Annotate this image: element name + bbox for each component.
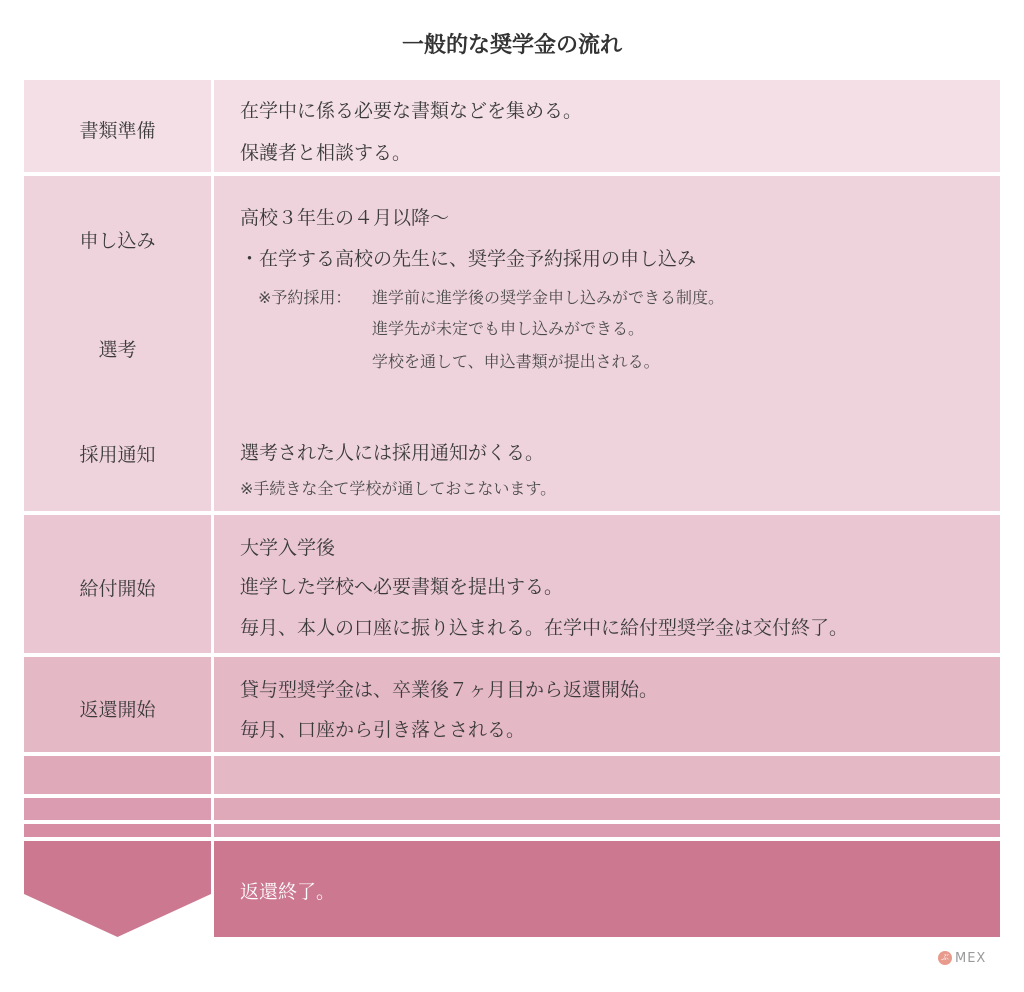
step-repayment-label-cell [24, 657, 211, 752]
end-line: 返還終了。 [240, 881, 336, 903]
application-bullet: ・在学する高校の先生に、奨学金予約採用の申し込み [240, 248, 697, 270]
application-timing: 高校３年生の４月以降〜 [240, 207, 450, 229]
step-documents-label: 書類準備 [79, 120, 156, 142]
page-title: 一般的な奨学金の流れ [401, 33, 622, 58]
notification-note: ※手続きな全て学校が通しておこないます。 [240, 479, 557, 498]
reservation-note-line: 進学前に進学後の奨学金申し込みができる制度。 [372, 288, 725, 307]
spacer-band [24, 756, 211, 794]
step-documents-label-cell [24, 80, 211, 172]
down-arrow-icon [24, 841, 211, 937]
step-payment-content [214, 515, 1000, 653]
step-application-label-cell [24, 176, 211, 511]
step-end-content [214, 841, 1000, 937]
reservation-note-label: ※予約採用： [258, 288, 352, 307]
reservation-note-line: 学校を通して、申込書類が提出される。 [372, 352, 660, 371]
logo-text: MEX [955, 950, 987, 966]
spacer-band [24, 824, 211, 837]
step-notification-label: 採用通知 [79, 444, 156, 466]
notification-line: 選考された人には採用通知がくる。 [240, 442, 545, 464]
reservation-note-line: 進学先が未定でも申し込みができる。 [372, 319, 645, 338]
repayment-line: 貸与型奨学金は、卒業後７ヶ月目から返還開始。 [240, 679, 659, 701]
step-payment-label-cell [24, 515, 211, 653]
spacer-band [214, 824, 1000, 837]
payment-line: 進学した学校へ必要書類を提出する。 [240, 576, 564, 598]
step-selection-label: 選考 [98, 339, 137, 361]
spacer-band [24, 798, 211, 820]
repayment-line: 毎月、口座から引き落とされる。 [240, 719, 526, 741]
step-payment-label: 給付開始 [79, 578, 156, 600]
logo-mark-icon: ぶ [938, 951, 952, 965]
step-application-content [214, 176, 1000, 511]
documents-line: 在学中に係る必要な書類などを集める。 [240, 100, 583, 122]
step-repayment-label: 返還開始 [79, 699, 156, 721]
brand-logo [938, 948, 986, 968]
spacer-band [214, 756, 1000, 794]
payment-line: 毎月、本人の口座に振り込まれる。在学中に給付型奨学金は交付終了。 [240, 617, 849, 639]
documents-line: 保護者と相談する。 [240, 142, 412, 164]
step-repayment-content [214, 657, 1000, 752]
step-application-label: 申し込み [79, 230, 156, 252]
spacer-band [214, 798, 1000, 820]
payment-line: 大学入学後 [240, 537, 336, 559]
step-documents-content [214, 80, 1000, 172]
